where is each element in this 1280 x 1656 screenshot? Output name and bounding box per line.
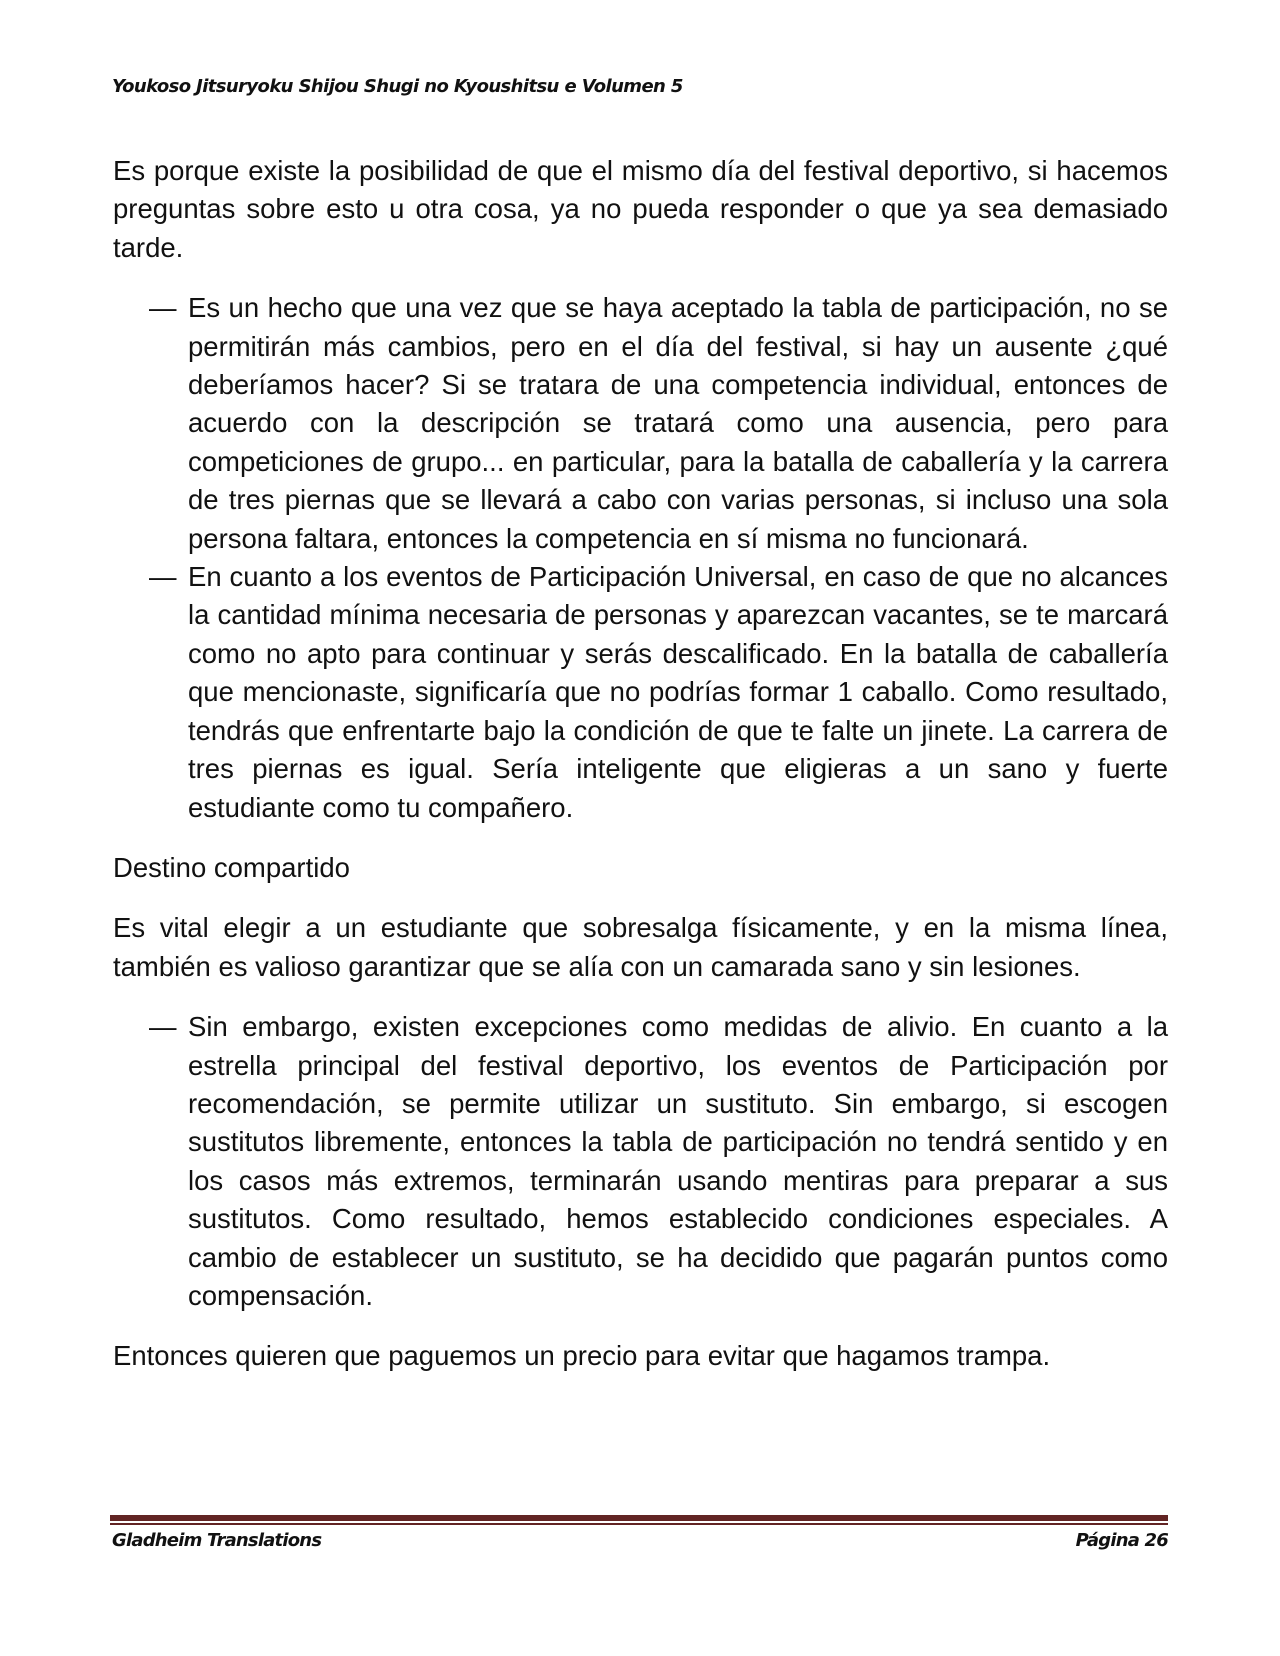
footer-divider-thick xyxy=(110,1515,1168,1521)
footer-page-number: Página 26 xyxy=(1075,1530,1168,1551)
dialogue-text: En cuanto a los eventos de Participación Universal, en caso de que no alcances la cantidad mínima necesaria de personas y aparezcan vacantes, se te marcará como no apto para continuar y serás descalificado. En la batalla de caballería que mencionaste, significaría que no podrías formar 1 caballo. Como resultado, tendrás que enfrentarte bajo la condición de que te falte un jinete. La carrera de tres piernas es igual. Sería inteligente que eligieras a un sano y fuerte estudiante como tu compañero. xyxy=(188,561,1168,823)
footer-divider-thin xyxy=(110,1523,1168,1525)
dialogue-line xyxy=(113,1008,1168,1315)
footer-divider xyxy=(110,1515,1168,1526)
paragraph-closing: Entonces quieren que paguemos un precio para evitar que hagamos trampa. xyxy=(113,1340,1051,1372)
footer-publisher: Gladheim Translations xyxy=(112,1530,322,1551)
paragraph-body: Es vital elegir a un estudiante que sobresalga físicamente, y en la misma línea, también es valioso garantizar que se alía con un camarada sano y sin lesiones. xyxy=(113,912,1168,982)
dialogue-text: Sin embargo, existen excepciones como medidas de alivio. En cuanto a la estrella principal del festival deportivo, los eventos de Participación por recomendación, se permite utilizar un sustituto. Sin embargo, si escogen sustitutos libremente, entonces la tabla de participación no tendrá sentido y en los casos más extremos, terminarán usando mentiras para preparar a sus sustitutos. Como resultado, hemos establecido condiciones especiales. A cambio de establecer un sustituto, se ha decidido que pagarán puntos como compensación. xyxy=(188,1011,1168,1311)
em-dash: — xyxy=(149,561,177,593)
dialogue-line xyxy=(113,558,1168,827)
dialogue-group-2 xyxy=(113,1008,1168,1315)
dialogue-line xyxy=(113,289,1168,558)
document-body xyxy=(113,152,1168,1398)
page-header-title: Youkoso Jitsuryoku Shijou Shugi no Kyoushitsu e Volumen 5 xyxy=(112,76,683,97)
paragraph-heading-line: Destino compartido xyxy=(113,851,350,883)
em-dash: — xyxy=(149,292,177,324)
em-dash: — xyxy=(149,1011,177,1043)
dialogue-group-1 xyxy=(113,289,1168,827)
dialogue-text: Es un hecho que una vez que se haya aceptado la tabla de participación, no se permitirán más cambios, pero en el día del festival, si hay un ausente ¿qué deberíamos hacer? Si se tratara de una competencia individual, entonces de acuerdo con la descripción se tratará como una ausencia, pero para competiciones de grupo... en particular, para la batalla de caballería y la carrera de tres piernas que se llevará a cabo con varias personas, si incluso una sola persona faltara, entonces la competencia en sí misma no funcionará. xyxy=(188,292,1168,554)
paragraph-intro: Es porque existe la posibilidad de que el mismo día del festival deportivo, si hacemos preguntas sobre esto u otra cosa, ya no pueda responder o que ya sea demasiado tarde. xyxy=(113,155,1168,263)
